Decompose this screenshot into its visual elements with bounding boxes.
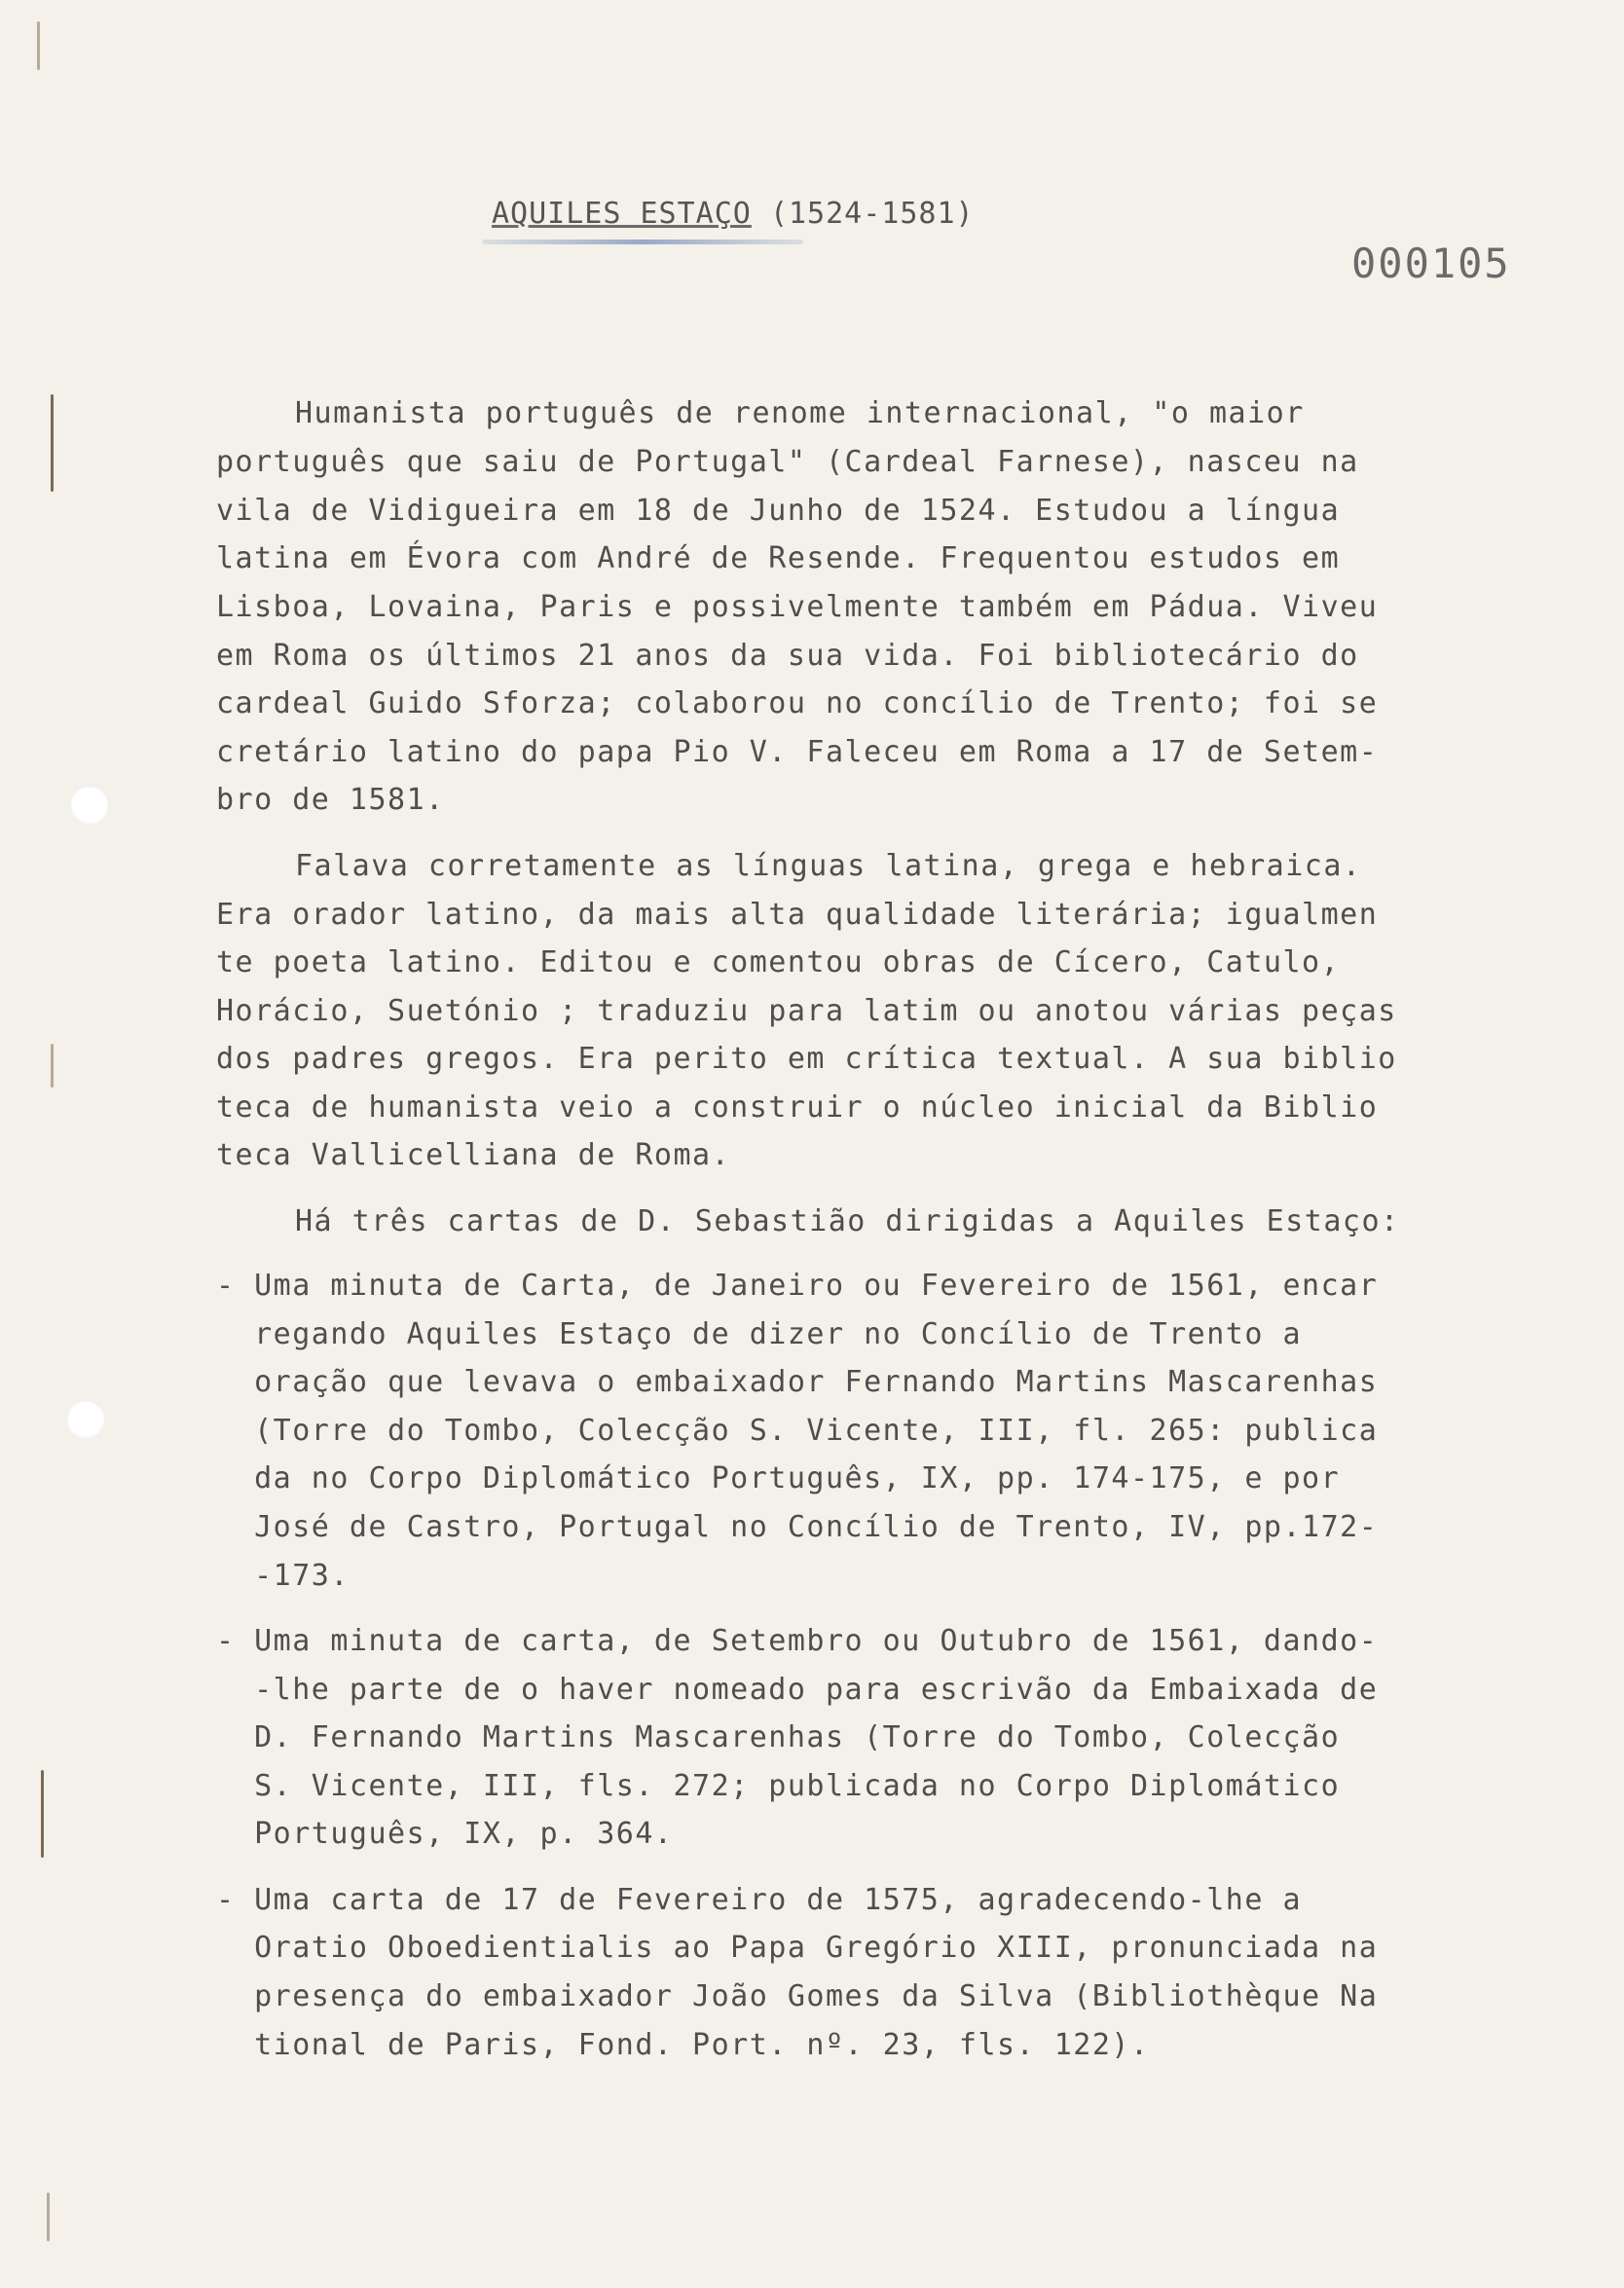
text-line: te poeta latino. Editou e comentou obras de Cícero, Catulo, — [216, 945, 1341, 979]
text-line: Português, IX, p. 364. — [216, 1817, 674, 1851]
text-line: (Torre do Tombo, Colecção S. Vicente, III, fl. 265: publica — [216, 1414, 1379, 1448]
text-line: teca de humanista veio a construir o núcleo inicial da Biblio — [216, 1090, 1379, 1125]
text-line: oração que levava o embaixador Fernando Martins Mascarenhas — [216, 1365, 1379, 1399]
text-line: Há três cartas de D. Sebastião dirigidas a Aquiles Estaço: — [295, 1204, 1400, 1238]
text-line: S. Vicente, III, fls. 272; publicada no Corpo Diplomático — [216, 1769, 1341, 1803]
text-line: - Uma minuta de carta, de Setembro ou Outubro de 1561, dando- — [216, 1624, 1379, 1658]
text-line: -173. — [216, 1559, 350, 1593]
pencil-mark — [51, 1044, 54, 1088]
text-line: Falava corretamente as línguas latina, grega e hebraica. — [295, 849, 1362, 883]
pencil-mark — [47, 2193, 50, 2241]
pencil-mark — [37, 21, 40, 70]
text-line: tional de Paris, Fond. Port. nº. 23, fls. 122). — [216, 2028, 1150, 2062]
text-line: presença do embaixador João Gomes da Silva (Bibliothèque Na — [216, 1979, 1379, 2013]
blue-pencil-underline — [482, 240, 803, 244]
text-line: Lisboa, Lovaina, Paris e possivelmente também em Pádua. Viveu — [216, 590, 1379, 624]
pencil-mark — [41, 1770, 44, 1858]
text-line: -lhe parte de o haver nomeado para escrivão da Embaixada de — [216, 1673, 1379, 1707]
text-line: português que saiu de Portugal" (Cardeal Farnese), nasceu na — [216, 445, 1359, 479]
text-line: latina em Évora com André de Resende. Frequentou estudos em — [216, 541, 1341, 575]
document-title — [492, 197, 975, 231]
pencil-mark — [51, 394, 54, 492]
text-line: D. Fernando Martins Mascarenhas (Torre do Tombo, Colecção — [216, 1720, 1341, 1754]
punch-hole — [70, 786, 109, 825]
text-line: regando Aquiles Estaço de dizer no Concílio de Trento a — [216, 1317, 1303, 1351]
text-line: Oratio Oboedientialis ao Papa Gregório XIII, pronunciada na — [216, 1931, 1379, 1965]
text-line: Horácio, Suetónio ; traduziu para latim ou anotou várias peças — [216, 994, 1397, 1028]
text-line: bro de 1581. — [216, 783, 445, 817]
text-line: em Roma os últimos 21 anos da sua vida. Foi bibliotecário do — [216, 639, 1359, 673]
text-line: cardeal Guido Sforza; colaborou no concílio de Trento; foi se — [216, 686, 1379, 720]
text-line: vila de Vidigueira em 18 de Junho de 1524. Estudou a língua — [216, 494, 1341, 528]
text-line: cretário latino do papa Pio V. Faleceu em Roma a 17 de Setem- — [216, 735, 1379, 769]
text-line: da no Corpo Diplomático Português, IX, pp. 174-175, e por — [216, 1461, 1341, 1495]
text-line: Humanista português de renome internacional, "o maior — [295, 396, 1305, 430]
title-dates: (1524-1581) — [769, 197, 975, 231]
text-line: - Uma carta de 17 de Fevereiro de 1575, agradecendo-lhe a — [216, 1883, 1303, 1917]
text-line: - Uma minuta de Carta, de Janeiro ou Fevereiro de 1561, encar — [216, 1269, 1379, 1303]
text-line: José de Castro, Portugal no Concílio de Trento, IV, pp.172- — [216, 1510, 1379, 1544]
title-name: AQUILES ESTAÇO — [492, 197, 752, 231]
text-line: Era orador latino, da mais alta qualidade literária; igualmen — [216, 898, 1379, 932]
text-line: teca Vallicelliana de Roma. — [216, 1138, 731, 1172]
text-line: dos padres gregos. Era perito em crítica textual. A sua biblio — [216, 1042, 1397, 1076]
punch-hole — [66, 1400, 105, 1439]
page-number-stamp: 000105 — [1351, 240, 1511, 287]
